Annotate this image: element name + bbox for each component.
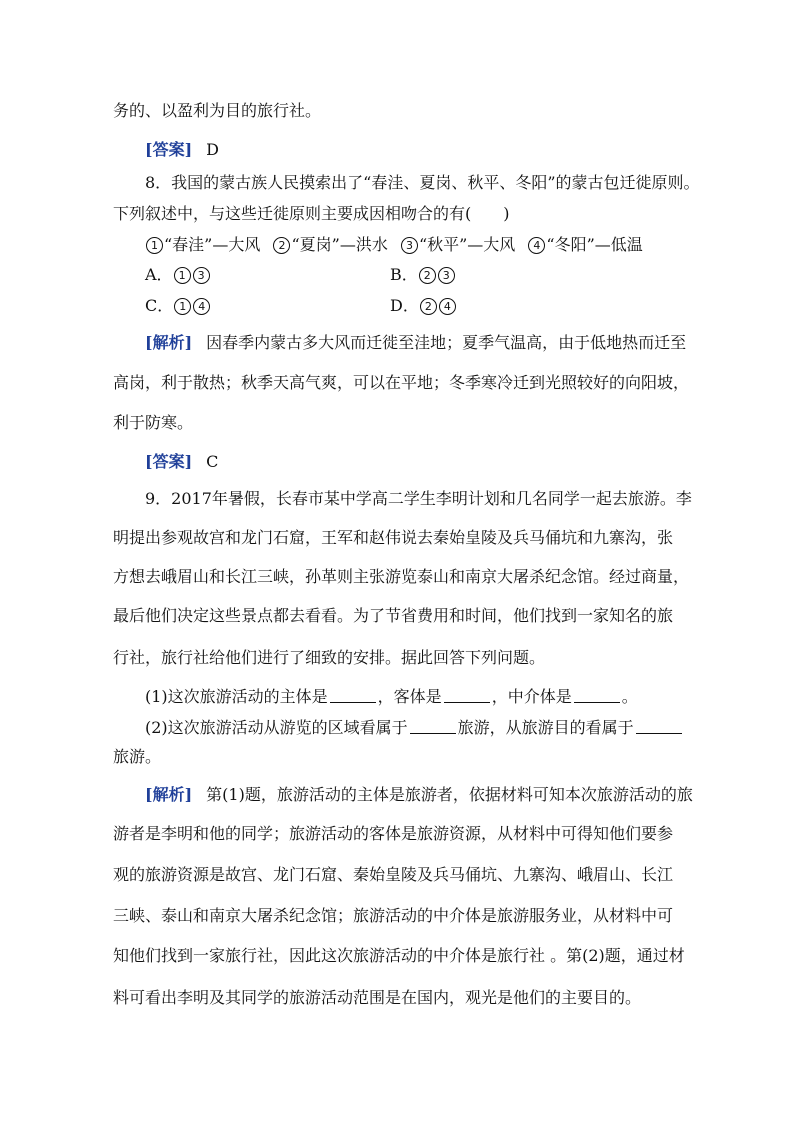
analysis-tag: [解析] xyxy=(145,785,193,804)
answer-tag: [答案] xyxy=(145,140,193,159)
sub-text: 。 xyxy=(621,687,638,706)
text-line: 知他们找到一家旅行社，因此这次旅游活动的中介体是旅行社 。第(2)题，通过材 xyxy=(113,946,685,965)
text-line: 旅游。 xyxy=(113,747,162,766)
question-8-stem-cont: 下列叙述中，与这些迁徙原则主要成因相吻合的有( ) xyxy=(113,204,510,223)
circled-number: 1 xyxy=(174,298,191,315)
item-text: “夏岗”—洪水 xyxy=(291,235,388,254)
analysis-text: 第(1)题，旅游活动的主体是旅游者，依据材料可知本次旅游活动的旅 xyxy=(206,785,693,804)
sub-text: 旅游，从旅游目的看属于 xyxy=(457,718,634,737)
option-label: B． xyxy=(390,265,418,284)
answer-blank xyxy=(444,688,490,703)
option-c xyxy=(145,295,211,317)
sub-text: (2)这次旅游活动从游览的区域看属于 xyxy=(145,718,408,737)
circled-number: 2 xyxy=(419,267,436,284)
circled-number: 2 xyxy=(420,298,437,315)
question-8-stem: 8．我国的蒙古族人民摸索出了“春洼、夏岗、秋平、冬阳”的蒙古包迁徙原则。 xyxy=(145,173,700,192)
text-line: 料可看出李明及其同学的旅游活动范围是在国内，观光是他们的主要目的。 xyxy=(113,988,642,1007)
option-b xyxy=(390,264,456,286)
text-line: 方想去峨眉山和长江三峡，孙革则主张游览泰山和南京大屠杀纪念馆。经过商量， xyxy=(113,567,690,586)
circled-number: 1 xyxy=(174,267,191,284)
sub-text: ，客体是 xyxy=(377,687,442,706)
answer-blank xyxy=(574,688,620,703)
text-line: 游者是李明和他的同学；旅游活动的客体是旅游资源，从材料中可得知他们要参 xyxy=(113,824,674,843)
circled-number: 4 xyxy=(439,298,456,315)
option-label: C． xyxy=(145,296,174,315)
answer-value: D xyxy=(206,140,219,159)
analysis-tag: [解析] xyxy=(145,333,193,352)
analysis-line xyxy=(145,784,693,806)
item-text: “春洼”—大风 xyxy=(164,235,261,254)
answer-tag: [答案] xyxy=(145,452,193,471)
item-text: “秋平”—大风 xyxy=(418,235,516,254)
text-line: 行社，旅行社给他们进行了细致的安排。据此回答下列问题。 xyxy=(113,648,546,667)
question-8-items xyxy=(145,234,643,256)
answer-blank xyxy=(410,719,456,734)
item-text: “冬阳”—低温 xyxy=(546,235,643,254)
text-line: 观的旅游资源是故宫、龙门石窟、秦始皇陵及兵马俑坑、九寨沟、峨眉山、长江 xyxy=(113,865,674,884)
text-line: 最后他们决定这些景点都去看看。为了节省费用和时间，他们找到一家知名的旅 xyxy=(113,606,674,625)
answer-blank xyxy=(636,719,682,734)
sub-text: ，中介体是 xyxy=(491,687,572,706)
question-9-sub-2 xyxy=(145,717,684,739)
answer-blank xyxy=(330,688,376,703)
circled-number: 3 xyxy=(401,237,418,254)
answer-line xyxy=(145,451,218,473)
circled-number: 3 xyxy=(438,267,455,284)
circled-number: 3 xyxy=(193,267,210,284)
text-line: 务的、以盈利为目的旅行社。 xyxy=(113,101,322,120)
sub-text: (1)这次旅游活动的主体是 xyxy=(145,687,328,706)
text-line: 高岗，利于散热；秋季天高气爽，可以在平地；冬季寒冷迁到光照较好的向阳坡， xyxy=(113,373,690,392)
option-label: D． xyxy=(390,296,419,315)
answer-line xyxy=(145,139,219,161)
option-a xyxy=(145,264,211,286)
option-d xyxy=(390,295,457,317)
text-line: 三峡、泰山和南京大屠杀纪念馆；旅游活动的中介体是旅游服务业，从材料中可 xyxy=(113,906,674,925)
circled-number: 1 xyxy=(146,237,163,254)
analysis-line xyxy=(145,332,686,354)
circled-number: 4 xyxy=(528,237,545,254)
text-line: 利于防寒。 xyxy=(113,413,194,432)
circled-number: 4 xyxy=(193,298,210,315)
circled-number: 2 xyxy=(273,237,290,254)
answer-value: C xyxy=(206,452,219,471)
text-line: 明提出参观故宫和龙门石窟，王军和赵伟说去秦始皇陵及兵马俑坑和九寨沟，张 xyxy=(113,528,674,547)
option-label: A． xyxy=(145,265,173,284)
analysis-text: 因春季内蒙古多大风而迁徙至洼地；夏季气温高，由于低地热而迁至 xyxy=(206,333,687,352)
question-9-stem: 9．2017年暑假，长春市某中学高二学生李明计划和几名同学一起去旅游。李 xyxy=(145,489,692,508)
question-9-sub-1 xyxy=(145,686,638,708)
